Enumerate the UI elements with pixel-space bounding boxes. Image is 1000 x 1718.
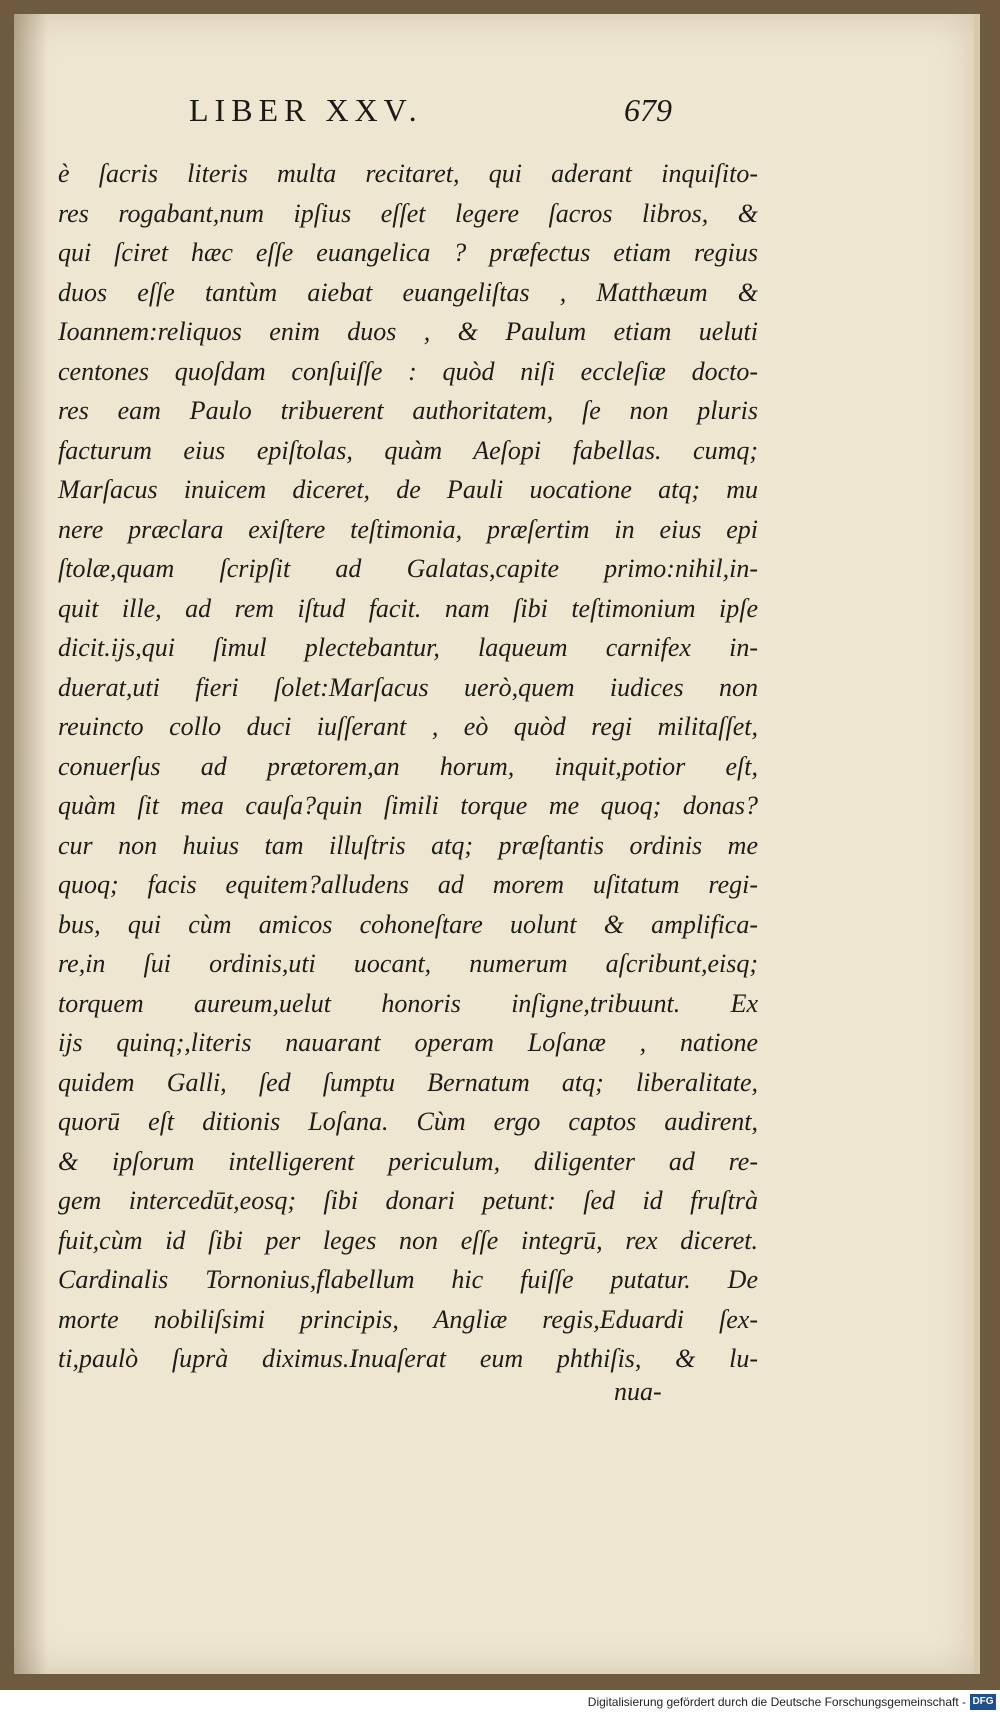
text-line: centones quoſdam conſuiſſe : quòd niſi eccleſiæ docto- — [58, 356, 758, 386]
text-line: facturum eius epiſtolas, quàm Aeſopi fabellas. cumq; — [58, 435, 758, 465]
book-page — [14, 14, 980, 1674]
funding-credit: Digitalisierung gefördert durch die Deutsche Forschungsgemeinschaft - — [587, 1695, 966, 1709]
text-line: ti,paulò ſuprà diximus.Inuaſerat eum phthiſis, & lu- — [58, 1344, 758, 1373]
text-line: res eam Paulo tribuerent authoritatem, ſe non pluris — [58, 396, 758, 425]
body-text — [58, 154, 758, 1379]
text-line: qui ſciret hæc eſſe euangelica ? præfectus etiam regius — [58, 238, 758, 267]
text-line: dicit.ijs,qui ſimul plectebantur, laqueum carnifex in- — [58, 633, 758, 662]
running-head: LIBER XXV. — [189, 92, 423, 128]
spine-shadow — [14, 14, 48, 1674]
text-line: quoq; facis equitem?alludens ad morem uſitatum regi- — [58, 870, 758, 899]
text-line: ijs quinq;,literis nauarant operam Loſanæ , natione — [58, 1028, 758, 1057]
text-line: torquem aureum,uelut honoris inſigne,tribuunt. Ex — [58, 988, 758, 1018]
catchword: nua- — [614, 1377, 662, 1406]
text-line: quorū eſt ditionis Loſana. Cùm ergo captos audirent, — [58, 1107, 758, 1136]
text-line: duerat,uti fieri ſolet:Marſacus uerò,quem iudices non — [58, 672, 758, 702]
digitization-footer — [0, 1690, 1000, 1718]
text-line: & ipſorum intelligerent periculum, diligenter ad re- — [58, 1146, 758, 1176]
text-line: ſtolæ,quam ſcripſit ad Galatas,capite primo:nihil,in- — [58, 554, 758, 583]
text-line: Cardinalis Tornonius,flabellum hic fuiſſe putatur. De — [58, 1265, 758, 1294]
text-line: bus, qui cùm amicos cohoneſtare uolunt & amplifica- — [58, 909, 758, 939]
text-line: quidem Galli, ſed ſumptu Bernatum atq; liberalitate, — [58, 1067, 758, 1097]
text-line: reuincto collo duci iuſſerant , eò quòd regi militaſſet, — [58, 712, 758, 741]
text-line: morte nobiliſsimi principis, Angliæ regis,Eduardi ſex- — [58, 1304, 758, 1334]
text-line: gem intercedūt,eosq; ſibi donari petunt: ſed id fruſtrà — [58, 1186, 758, 1215]
text-line: nere præclara exiſtere teſtimonia, præſertim in eius epi — [58, 514, 758, 544]
text-line: Marſacus inuicem diceret, de Pauli uocatione atq; mu — [58, 475, 758, 504]
text-line: è ſacris literis multa recitaret, qui aderant inquiſito- — [58, 159, 758, 188]
text-line: re,in ſui ordinis,uti uocant, numerum aſcribunt,eisq; — [58, 949, 758, 978]
text-line: quàm ſit mea cauſa?quin ſimili torque me quoq; donas? — [58, 791, 758, 820]
text-line: quit ille, ad rem iſtud facit. nam ſibi teſtimonium ipſe — [58, 593, 758, 623]
text-line: conuerſus ad prætorem,an horum, inquit,potior eſt, — [58, 751, 758, 781]
text-line: res rogabant,num ipſius eſſet legere ſacros libros, & — [58, 198, 758, 228]
page-number: 679 — [624, 92, 672, 128]
text-line: duos eſſe tantùm aiebat euangeliſtas , Matthæum & — [58, 277, 758, 307]
text-line: Ioannem:reliquos enim duos , & Paulum etiam ueluti — [58, 317, 758, 346]
dfg-logo-icon: DFG — [970, 1694, 996, 1710]
text-line: fuit,cùm id ſibi per leges non eſſe integrū, rex diceret. — [58, 1225, 758, 1255]
text-line: cur non huius tam illuſtris atq; præſtantis ordinis me — [58, 830, 758, 860]
